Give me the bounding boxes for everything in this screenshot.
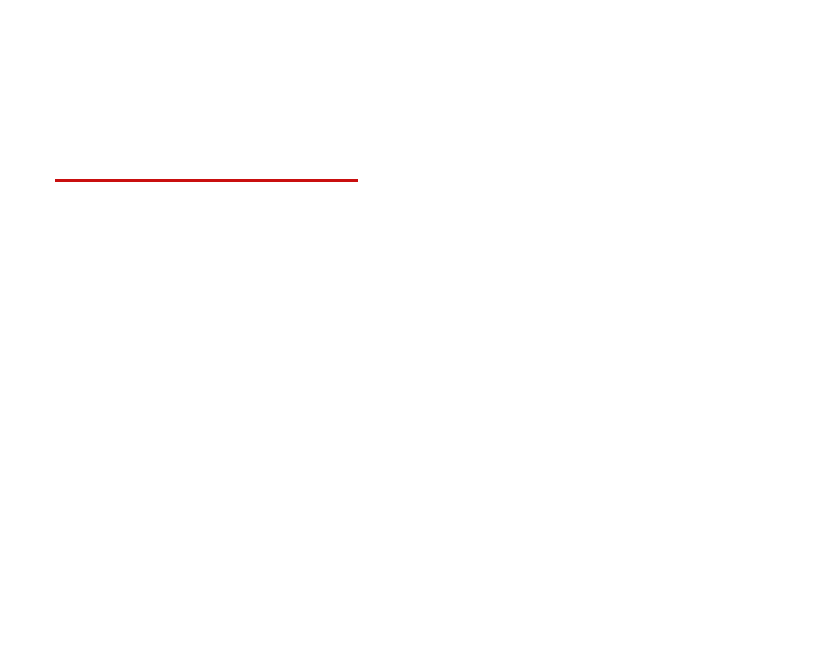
red-divider-line: [55, 179, 358, 182]
official-document: [55, 161, 362, 198]
